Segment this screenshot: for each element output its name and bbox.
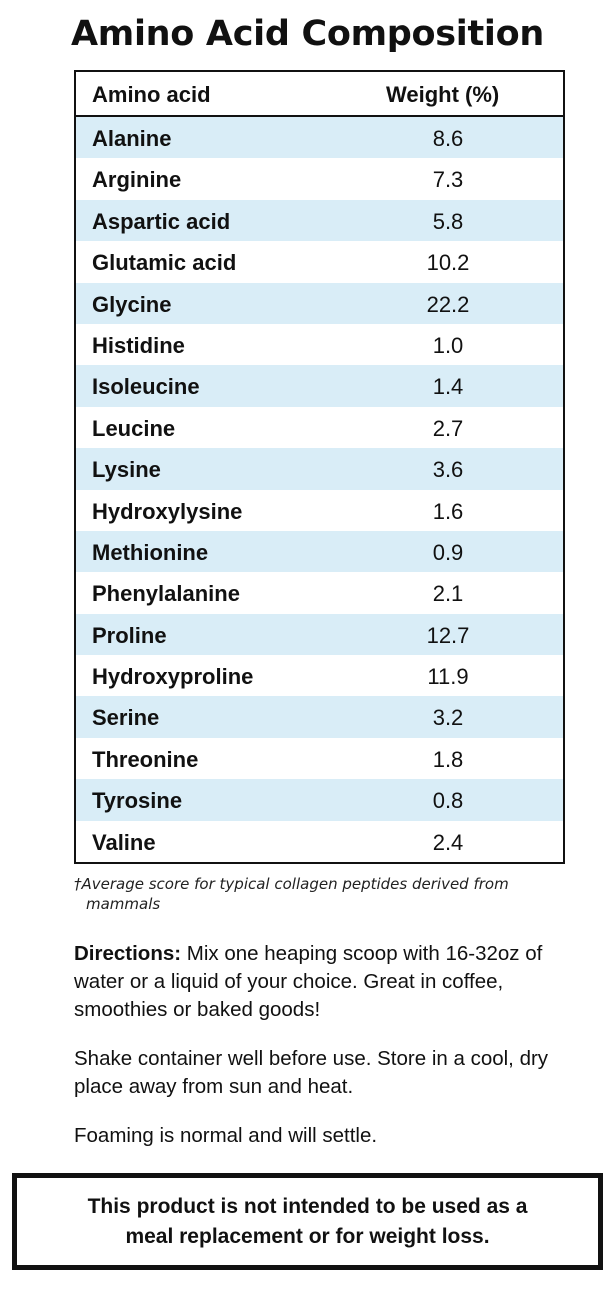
table-row [76, 158, 563, 199]
weight-value: 22.2 [426, 291, 470, 317]
table-row [76, 324, 563, 365]
weight-value: 7.3 [432, 167, 464, 193]
page-title: Amino Acid Composition [71, 14, 544, 54]
amino-acid-name: Proline [92, 622, 167, 648]
weight-value: 12.7 [426, 622, 470, 648]
disclaimer-line-2: meal replacement or for weight loss. [125, 1224, 490, 1248]
amino-acid-name: Arginine [92, 167, 182, 193]
weight-value: 2.4 [432, 829, 464, 855]
foaming-paragraph: Foaming is normal and will settle. [74, 1124, 378, 1147]
amino-acid-table [74, 70, 565, 864]
amino-acid-name: Serine [92, 705, 160, 731]
directions-paragraph [74, 940, 574, 1024]
table-row [76, 241, 563, 282]
weight-value: 1.0 [432, 332, 464, 358]
column-header-weight: Weight (%) [386, 82, 500, 107]
amino-acid-name: Phenylalanine [92, 581, 240, 607]
table-row [76, 572, 563, 613]
weight-value: 8.6 [432, 126, 464, 151]
table-row [76, 531, 563, 572]
weight-value: 0.9 [432, 539, 464, 565]
table-header [76, 72, 563, 117]
weight-value: 3.6 [432, 457, 464, 483]
column-header-amino-acid: Amino acid [92, 82, 211, 107]
table-row [76, 117, 563, 158]
weight-value: 10.2 [426, 250, 470, 276]
amino-acid-name: Hydroxyproline [92, 664, 254, 690]
table-body [76, 117, 563, 862]
table-row [76, 738, 563, 779]
disclaimer-box [12, 1173, 603, 1270]
amino-acid-name: Glutamic acid [92, 250, 237, 276]
footnote-line-2: mammals [86, 895, 161, 913]
amino-acid-name: Tyrosine [92, 788, 183, 814]
amino-acid-name: Histidine [92, 332, 185, 358]
table-row [76, 490, 563, 531]
weight-value: 1.8 [432, 746, 464, 772]
table-row [76, 821, 563, 862]
amino-acid-name: Aspartic acid [92, 208, 231, 234]
amino-acid-name: Threonine [92, 746, 199, 772]
weight-value: 11.9 [427, 664, 469, 690]
directions-text: Mix one heaping scoop with 16-32oz of water or a liquid of your choice. Great in coffee, smoothies or baked goods! [74, 942, 543, 1021]
amino-acid-name: Valine [92, 829, 156, 855]
weight-value: 0.8 [432, 788, 464, 814]
amino-acid-name: Isoleucine [92, 374, 200, 400]
weight-cell [76, 830, 615, 856]
directions-label: Directions: [74, 942, 182, 965]
table-row [76, 448, 563, 489]
footnote-line-1: †Average score for typical collagen peptides derived from [74, 875, 509, 893]
table-row [76, 283, 563, 324]
table-row [76, 779, 563, 820]
table-row [76, 696, 563, 737]
table-row [76, 200, 563, 241]
amino-acid-name: Methionine [92, 539, 209, 565]
footnote [74, 874, 574, 914]
weight-value: 3.2 [432, 705, 464, 731]
disclaimer-line-1: This product is not intended to be used as a [87, 1194, 528, 1218]
storage-paragraph: Shake container well before use. Store in a cool, dry place away from sun and heat. [74, 1047, 549, 1098]
table-row [76, 614, 563, 655]
weight-value: 1.6 [432, 498, 464, 524]
weight-value: 2.7 [432, 415, 464, 441]
amino-acid-name: Lysine [92, 457, 161, 483]
table-row [76, 365, 563, 406]
table-row [76, 407, 563, 448]
weight-value: 1.4 [432, 374, 464, 400]
table-row [76, 655, 563, 696]
weight-value: 2.1 [432, 581, 464, 607]
amino-acid-name: Leucine [92, 415, 176, 441]
amino-acid-name: Hydroxylysine [92, 498, 243, 524]
amino-acid-name: Glycine [92, 291, 172, 317]
weight-value: 5.8 [432, 208, 464, 234]
amino-acid-name: Alanine [92, 126, 172, 151]
